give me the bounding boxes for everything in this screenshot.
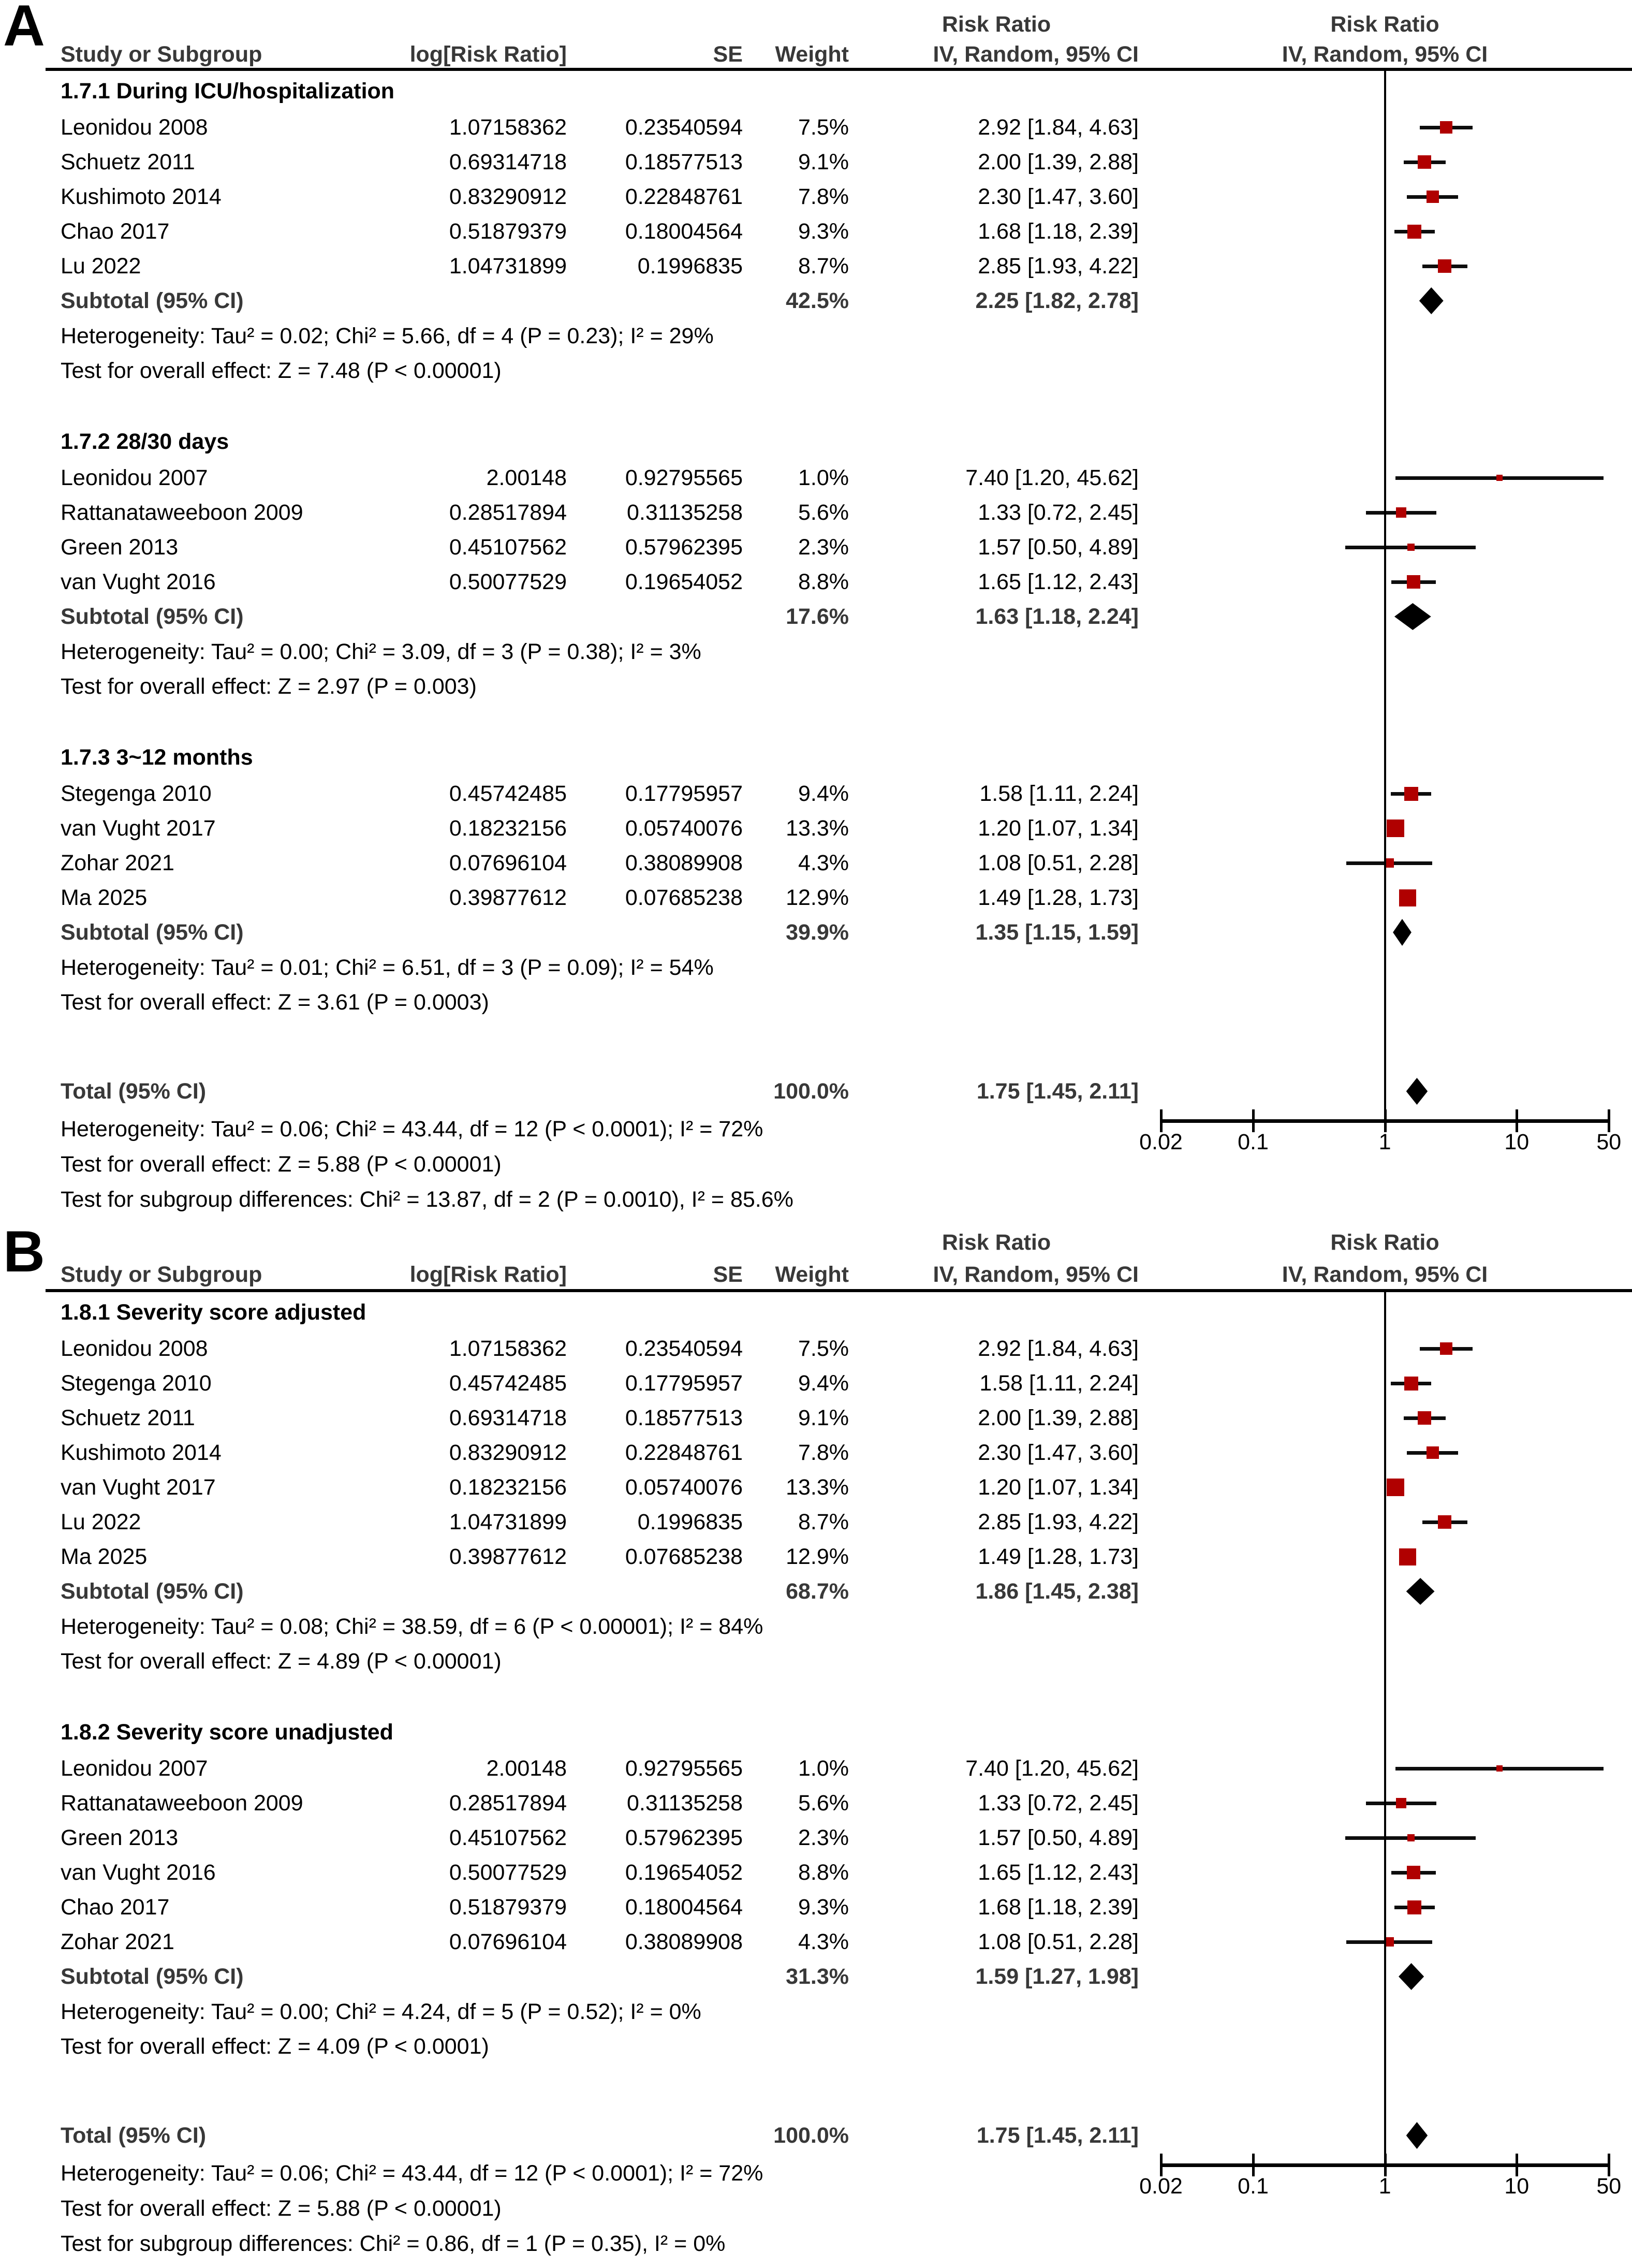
subtotal-row <box>0 1574 1632 1608</box>
total-row <box>0 1074 1632 1108</box>
study-name: Green 2013 <box>61 1825 179 1850</box>
standard-error-value: 0.38089908 <box>625 1929 743 1954</box>
log-risk-ratio-value: 0.18232156 <box>449 816 567 841</box>
study-row <box>0 1436 1632 1470</box>
subtotal-label: Subtotal (95% CI) <box>61 1579 244 1604</box>
risk-ratio-ci-text: 2.92 [1.84, 4.63] <box>978 1336 1139 1361</box>
risk-ratio-ci-text: 7.40 [1.20, 45.62] <box>965 1756 1139 1781</box>
risk-ratio-ci-text: 1.33 [0.72, 2.45] <box>978 500 1139 525</box>
heterogeneity-row <box>0 635 1632 669</box>
risk-ratio-ci-text: 1.57 [0.50, 4.89] <box>978 535 1139 560</box>
heterogeneity-row <box>0 1995 1632 2029</box>
standard-error-value: 0.22848761 <box>625 1440 743 1465</box>
weight-value: 4.3% <box>798 1929 849 1954</box>
standard-error-value: 0.31135258 <box>627 500 743 525</box>
point-estimate-marker <box>1404 1377 1418 1391</box>
section-heading-row <box>0 425 1632 459</box>
total-label: Total (95% CI) <box>61 1079 207 1104</box>
risk-ratio-ci-text: 2.85 [1.93, 4.22] <box>978 1510 1139 1534</box>
weight-value: 1.0% <box>798 465 849 490</box>
section-title: 1.7.1 During ICU/hospitalization <box>61 79 395 104</box>
standard-error-value: 0.31135258 <box>627 1791 743 1816</box>
column-header-ci: IV, Random, 95% CI <box>933 1262 1139 1287</box>
column-header-ci: IV, Random, 95% CI <box>933 42 1139 67</box>
point-estimate-marker <box>1407 1834 1415 1841</box>
standard-error-value: 0.38089908 <box>625 851 743 875</box>
subtotal-weight: 39.9% <box>786 920 849 945</box>
x-axis-tick-label: 0.02 <box>1139 1130 1183 1154</box>
subgroup-differences-note: Test for subgroup differences: Chi² = 13.87, df = 2 (P = 0.0010), I² = 85.6% <box>61 1187 793 1212</box>
x-axis-tick-label: 1 <box>1378 2174 1391 2199</box>
header-rule <box>46 68 1632 71</box>
weight-value: 12.9% <box>786 885 849 910</box>
study-row <box>0 1401 1632 1435</box>
overall-effect-note: Test for overall effect: Z = 2.97 (P = 0.003) <box>61 674 477 699</box>
study-row <box>0 777 1632 811</box>
total-heterogeneity-note: Heterogeneity: Tau² = 0.06; Chi² = 43.44, df = 12 (P < 0.0001); I² = 72% <box>61 1117 763 1142</box>
weight-value: 7.5% <box>798 1336 849 1361</box>
log-risk-ratio-value: 0.45107562 <box>449 535 567 560</box>
standard-error-value: 0.18004564 <box>625 219 743 244</box>
weight-value: 5.6% <box>798 500 849 525</box>
column-header-row <box>0 1257 1632 1292</box>
standard-error-value: 0.1996835 <box>637 1510 743 1534</box>
heterogeneity-note: Heterogeneity: Tau² = 0.00; Chi² = 4.24, df = 5 (P = 0.52); I² = 0% <box>61 1999 701 2024</box>
risk-ratio-ci-text: 1.49 [1.28, 1.73] <box>978 885 1139 910</box>
risk-ratio-ci-text: 2.30 [1.47, 3.60] <box>978 1440 1139 1465</box>
weight-value: 7.8% <box>798 184 849 209</box>
column-header-study: Study or Subgroup <box>61 1262 262 1287</box>
standard-error-value: 0.07685238 <box>625 885 743 910</box>
study-row <box>0 461 1632 495</box>
panel-label: A <box>3 0 45 58</box>
point-estimate-marker <box>1407 1900 1421 1914</box>
column-header-log-risk-ratio: log[Risk Ratio] <box>409 42 567 67</box>
standard-error-value: 0.18004564 <box>625 1895 743 1920</box>
total-ci-text: 1.75 [1.45, 2.11] <box>976 2123 1139 2148</box>
section-title: 1.7.2 28/30 days <box>61 429 229 454</box>
study-row <box>0 1331 1632 1366</box>
weight-value: 7.8% <box>798 1440 849 1465</box>
study-row <box>0 110 1632 144</box>
total-overall-effect-note: Test for overall effect: Z = 5.88 (P < 0.00001) <box>61 1152 502 1177</box>
weight-value: 2.3% <box>798 535 849 560</box>
study-row <box>0 180 1632 214</box>
overall-effect-note: Test for overall effect: Z = 3.61 (P = 0.0003) <box>61 990 489 1015</box>
effect-header-text-column: Risk Ratio <box>942 12 1051 37</box>
subtotal-weight: 31.3% <box>786 1964 849 1989</box>
standard-error-value: 0.19654052 <box>625 569 743 594</box>
reference-line <box>1384 71 1386 1121</box>
log-risk-ratio-value: 0.69314718 <box>449 150 567 174</box>
x-axis-tick-label: 0.1 <box>1238 2174 1269 2199</box>
point-estimate-marker <box>1496 1765 1503 1772</box>
study-name: Leonidou 2007 <box>61 465 208 490</box>
subtotal-label: Subtotal (95% CI) <box>61 920 244 945</box>
heterogeneity-note: Heterogeneity: Tau² = 0.00; Chi² = 3.09, df = 3 (P = 0.38); I² = 3% <box>61 639 701 664</box>
weight-value: 9.4% <box>798 781 849 806</box>
point-estimate-marker <box>1407 1866 1420 1879</box>
heterogeneity-note: Heterogeneity: Tau² = 0.01; Chi² = 6.51, df = 3 (P = 0.09); I² = 54% <box>61 955 714 980</box>
study-row <box>0 565 1632 599</box>
subtotal-weight: 17.6% <box>786 604 849 629</box>
subtotal-ci-text: 1.86 [1.45, 2.38] <box>975 1579 1139 1604</box>
log-risk-ratio-value: 0.83290912 <box>449 184 567 209</box>
log-risk-ratio-value: 0.50077529 <box>449 1860 567 1885</box>
point-estimate-marker <box>1438 1515 1451 1529</box>
overall-effect-row <box>0 985 1632 1019</box>
section-title: 1.8.1 Severity score adjusted <box>61 1300 366 1325</box>
study-name: Kushimoto 2014 <box>61 184 222 209</box>
point-estimate-marker <box>1407 575 1420 589</box>
subtotal-ci-text: 1.35 [1.15, 1.59] <box>975 920 1139 945</box>
point-estimate-marker <box>1396 1798 1406 1808</box>
log-risk-ratio-value: 0.39877612 <box>449 1544 567 1569</box>
log-risk-ratio-value: 0.45742485 <box>449 781 567 806</box>
header-rule <box>46 1289 1632 1292</box>
study-name: Lu 2022 <box>61 1510 141 1534</box>
standard-error-value: 0.57962395 <box>625 1825 743 1850</box>
study-name: Leonidou 2007 <box>61 1756 208 1781</box>
risk-ratio-ci-text: 1.65 [1.12, 2.43] <box>978 569 1139 594</box>
point-estimate-marker <box>1496 475 1503 481</box>
standard-error-value: 0.92795565 <box>625 465 743 490</box>
study-row <box>0 145 1632 179</box>
column-header-study: Study or Subgroup <box>61 42 262 67</box>
study-name: van Vught 2017 <box>61 816 216 841</box>
study-row <box>0 881 1632 915</box>
subtotal-label: Subtotal (95% CI) <box>61 604 244 629</box>
risk-ratio-ci-text: 1.08 [0.51, 2.28] <box>978 1929 1139 1954</box>
study-name: Zohar 2021 <box>61 1929 174 1954</box>
point-estimate-marker <box>1387 820 1404 837</box>
study-row <box>0 1855 1632 1890</box>
study-name: van Vught 2017 <box>61 1475 216 1500</box>
log-risk-ratio-value: 0.18232156 <box>449 1475 567 1500</box>
reference-line <box>1384 1292 1386 2165</box>
risk-ratio-ci-text: 1.58 [1.11, 2.24] <box>979 1371 1139 1396</box>
overall-effect-row <box>0 669 1632 704</box>
study-row <box>0 214 1632 248</box>
weight-value: 8.8% <box>798 569 849 594</box>
heterogeneity-row <box>0 950 1632 985</box>
log-risk-ratio-value: 1.07158362 <box>449 1336 567 1361</box>
weight-value: 9.4% <box>798 1371 849 1396</box>
standard-error-value: 0.05740076 <box>625 816 743 841</box>
subtotal-row <box>0 915 1632 949</box>
heterogeneity-row <box>0 1609 1632 1644</box>
risk-ratio-ci-text: 1.49 [1.28, 1.73] <box>978 1544 1139 1569</box>
weight-value: 7.5% <box>798 115 849 140</box>
weight-value: 9.1% <box>798 1406 849 1430</box>
study-row <box>0 1751 1632 1786</box>
column-header-ci-plot: IV, Random, 95% CI <box>1282 1262 1488 1287</box>
section-heading-row <box>0 74 1632 108</box>
risk-ratio-ci-text: 2.92 [1.84, 4.63] <box>978 115 1139 140</box>
total-row <box>0 2118 1632 2153</box>
column-header-row <box>0 37 1632 71</box>
study-name: Leonidou 2008 <box>61 115 208 140</box>
study-row <box>0 249 1632 283</box>
log-risk-ratio-value: 0.83290912 <box>449 1440 567 1465</box>
section-heading-row <box>0 1715 1632 1749</box>
x-axis-tick-label: 10 <box>1504 1130 1530 1154</box>
point-estimate-marker <box>1418 155 1431 169</box>
subgroup-differences-row <box>0 1182 1632 1217</box>
log-risk-ratio-value: 0.50077529 <box>449 569 567 594</box>
total-overall-effect-note: Test for overall effect: Z = 5.88 (P < 0.00001) <box>61 2196 502 2221</box>
heterogeneity-note: Heterogeneity: Tau² = 0.08; Chi² = 38.59, df = 6 (P < 0.00001); I² = 84% <box>61 1614 763 1639</box>
overall-effect-row <box>0 2029 1632 2064</box>
study-name: Zohar 2021 <box>61 851 174 875</box>
study-name: Schuetz 2011 <box>61 1406 195 1430</box>
standard-error-value: 0.57962395 <box>625 535 743 560</box>
total-weight: 100.0% <box>773 2123 849 2148</box>
weight-value: 5.6% <box>798 1791 849 1816</box>
x-axis-tick-label: 50 <box>1596 2174 1622 2199</box>
standard-error-value: 0.1996835 <box>637 254 743 279</box>
weight-value: 13.3% <box>786 1475 849 1500</box>
log-risk-ratio-value: 0.69314718 <box>449 1406 567 1430</box>
subtotal-label: Subtotal (95% CI) <box>61 288 244 313</box>
subtotal-row <box>0 284 1632 318</box>
column-header-se: SE <box>713 1262 743 1287</box>
subgroup-differences-row <box>0 2227 1632 2261</box>
point-estimate-marker <box>1427 191 1439 203</box>
log-risk-ratio-value: 0.07696104 <box>449 851 567 875</box>
study-row <box>0 1890 1632 1924</box>
overall-effect-note: Test for overall effect: Z = 7.48 (P < 0.00001) <box>61 358 502 383</box>
standard-error-value: 0.92795565 <box>625 1756 743 1781</box>
subtotal-ci-text: 1.59 [1.27, 1.98] <box>975 1964 1139 1989</box>
study-name: Rattanataweeboon 2009 <box>61 1791 303 1816</box>
log-risk-ratio-value: 0.45107562 <box>449 1825 567 1850</box>
risk-ratio-ci-text: 7.40 [1.20, 45.62] <box>965 465 1139 490</box>
point-estimate-marker <box>1407 544 1415 551</box>
study-name: Chao 2017 <box>61 1895 170 1920</box>
section-title: 1.8.2 Severity score unadjusted <box>61 1720 393 1745</box>
total-heterogeneity-note: Heterogeneity: Tau² = 0.06; Chi² = 43.44, df = 12 (P < 0.0001); I² = 72% <box>61 2161 763 2186</box>
weight-value: 9.3% <box>798 219 849 244</box>
x-axis-tick-label: 50 <box>1596 1130 1622 1154</box>
risk-ratio-ci-text: 1.33 [0.72, 2.45] <box>978 1791 1139 1816</box>
effect-header-text-column: Risk Ratio <box>942 1230 1051 1255</box>
log-risk-ratio-value: 0.07696104 <box>449 1929 567 1954</box>
risk-ratio-ci-text: 2.85 [1.93, 4.22] <box>978 254 1139 279</box>
subtotal-row <box>0 599 1632 634</box>
effect-header-row <box>0 1225 1632 1260</box>
standard-error-value: 0.23540594 <box>625 115 743 140</box>
study-name: Kushimoto 2014 <box>61 1440 222 1465</box>
log-risk-ratio-value: 0.51879379 <box>449 1895 567 1920</box>
study-name: Lu 2022 <box>61 254 141 279</box>
risk-ratio-ci-text: 1.57 [0.50, 4.89] <box>978 1825 1139 1850</box>
log-risk-ratio-value: 1.04731899 <box>449 254 567 279</box>
risk-ratio-ci-text: 1.68 [1.18, 2.39] <box>978 219 1139 244</box>
column-header-ci-plot: IV, Random, 95% CI <box>1282 42 1488 67</box>
x-axis-tick-label: 0.02 <box>1139 2174 1183 2199</box>
subtotal-label: Subtotal (95% CI) <box>61 1964 244 1989</box>
standard-error-value: 0.18577513 <box>625 150 743 174</box>
log-risk-ratio-value: 0.28517894 <box>449 500 567 525</box>
point-estimate-marker <box>1427 1446 1439 1459</box>
log-risk-ratio-value: 0.28517894 <box>449 1791 567 1816</box>
section-heading-row <box>0 1295 1632 1329</box>
log-risk-ratio-value: 0.39877612 <box>449 885 567 910</box>
standard-error-value: 0.18577513 <box>625 1406 743 1430</box>
heterogeneity-row <box>0 319 1632 353</box>
point-estimate-marker <box>1396 507 1406 518</box>
subtotal-weight: 68.7% <box>786 1579 849 1604</box>
log-risk-ratio-value: 1.04731899 <box>449 1510 567 1534</box>
overall-effect-row <box>0 1644 1632 1678</box>
panel-label: B <box>3 1219 45 1284</box>
weight-value: 12.9% <box>786 1544 849 1569</box>
standard-error-value: 0.17795957 <box>625 781 743 806</box>
total-label: Total (95% CI) <box>61 2123 207 2148</box>
point-estimate-marker <box>1407 225 1421 239</box>
risk-ratio-ci-text: 1.20 [1.07, 1.34] <box>978 816 1139 841</box>
study-row <box>0 1505 1632 1539</box>
column-header-log-risk-ratio: log[Risk Ratio] <box>409 1262 567 1287</box>
subtotal-weight: 42.5% <box>786 288 849 313</box>
study-name: Stegenga 2010 <box>61 781 212 806</box>
column-header-weight: Weight <box>775 42 849 67</box>
risk-ratio-ci-text: 1.20 [1.07, 1.34] <box>978 1475 1139 1500</box>
point-estimate-marker <box>1438 259 1451 273</box>
risk-ratio-ci-text: 1.65 [1.12, 2.43] <box>978 1860 1139 1885</box>
study-name: Schuetz 2011 <box>61 150 195 174</box>
weight-value: 1.0% <box>798 1756 849 1781</box>
weight-value: 13.3% <box>786 816 849 841</box>
standard-error-value: 0.17795957 <box>625 1371 743 1396</box>
log-risk-ratio-value: 0.45742485 <box>449 1371 567 1396</box>
point-estimate-marker <box>1418 1411 1431 1425</box>
log-risk-ratio-value: 0.51879379 <box>449 219 567 244</box>
overall-effect-note: Test for overall effect: Z = 4.89 (P < 0.00001) <box>61 1649 502 1674</box>
study-name: Rattanataweeboon 2009 <box>61 500 303 525</box>
effect-header-plot-column: Risk Ratio <box>1330 12 1439 37</box>
risk-ratio-ci-text: 2.30 [1.47, 3.60] <box>978 184 1139 209</box>
study-name: Leonidou 2008 <box>61 1336 208 1361</box>
effect-header-row <box>0 7 1632 41</box>
standard-error-value: 0.23540594 <box>625 1336 743 1361</box>
weight-value: 8.7% <box>798 1510 849 1534</box>
risk-ratio-ci-text: 2.00 [1.39, 2.88] <box>978 150 1139 174</box>
subgroup-differences-note: Test for subgroup differences: Chi² = 0.86, df = 1 (P = 0.35), I² = 0% <box>61 2231 726 2256</box>
risk-ratio-ci-text: 1.08 [0.51, 2.28] <box>978 851 1139 875</box>
x-axis-tick-label: 1 <box>1378 1130 1391 1154</box>
point-estimate-marker <box>1399 1548 1416 1565</box>
weight-value: 8.8% <box>798 1860 849 1885</box>
section-heading-row <box>0 740 1632 774</box>
section-title: 1.7.3 3~12 months <box>61 745 253 770</box>
overall-effect-row <box>0 354 1632 388</box>
weight-value: 9.3% <box>798 1895 849 1920</box>
log-risk-ratio-value: 1.07158362 <box>449 115 567 140</box>
point-estimate-marker <box>1399 889 1416 906</box>
weight-value: 9.1% <box>798 150 849 174</box>
study-name: Stegenga 2010 <box>61 1371 212 1396</box>
heterogeneity-note: Heterogeneity: Tau² = 0.02; Chi² = 5.66, df = 4 (P = 0.23); I² = 29% <box>61 324 714 348</box>
subtotal-row <box>0 1959 1632 1994</box>
x-axis-tick-label: 10 <box>1504 2174 1530 2199</box>
total-weight: 100.0% <box>773 1079 849 1104</box>
point-estimate-marker <box>1440 1342 1452 1355</box>
study-row <box>0 1366 1632 1400</box>
study-name: Ma 2025 <box>61 1544 148 1569</box>
total-ci-text: 1.75 [1.45, 2.11] <box>976 1079 1139 1104</box>
study-name: van Vught 2016 <box>61 569 216 594</box>
study-name: Green 2013 <box>61 535 179 560</box>
column-header-weight: Weight <box>775 1262 849 1287</box>
weight-value: 2.3% <box>798 1825 849 1850</box>
overall-effect-note: Test for overall effect: Z = 4.09 (P < 0.0001) <box>61 2034 489 2059</box>
subtotal-ci-text: 1.63 [1.18, 2.24] <box>975 604 1139 629</box>
point-estimate-marker <box>1440 121 1452 134</box>
weight-value: 4.3% <box>798 851 849 875</box>
standard-error-value: 0.07685238 <box>625 1544 743 1569</box>
effect-header-plot-column: Risk Ratio <box>1330 1230 1439 1255</box>
standard-error-value: 0.22848761 <box>625 184 743 209</box>
study-name: van Vught 2016 <box>61 1860 216 1885</box>
weight-value: 8.7% <box>798 254 849 279</box>
risk-ratio-ci-text: 2.00 [1.39, 2.88] <box>978 1406 1139 1430</box>
risk-ratio-ci-text: 1.68 [1.18, 2.39] <box>978 1895 1139 1920</box>
standard-error-value: 0.05740076 <box>625 1475 743 1500</box>
log-risk-ratio-value: 2.00148 <box>486 1756 567 1781</box>
point-estimate-marker <box>1404 787 1418 801</box>
study-row <box>0 1540 1632 1574</box>
point-estimate-marker <box>1387 1479 1404 1496</box>
standard-error-value: 0.19654052 <box>625 1860 743 1885</box>
log-risk-ratio-value: 2.00148 <box>486 465 567 490</box>
column-header-se: SE <box>713 42 743 67</box>
subtotal-ci-text: 2.25 [1.82, 2.78] <box>975 288 1139 313</box>
risk-ratio-ci-text: 1.58 [1.11, 2.24] <box>979 781 1139 806</box>
study-name: Chao 2017 <box>61 219 170 244</box>
study-name: Ma 2025 <box>61 885 148 910</box>
x-axis-tick-label: 0.1 <box>1238 1130 1269 1154</box>
